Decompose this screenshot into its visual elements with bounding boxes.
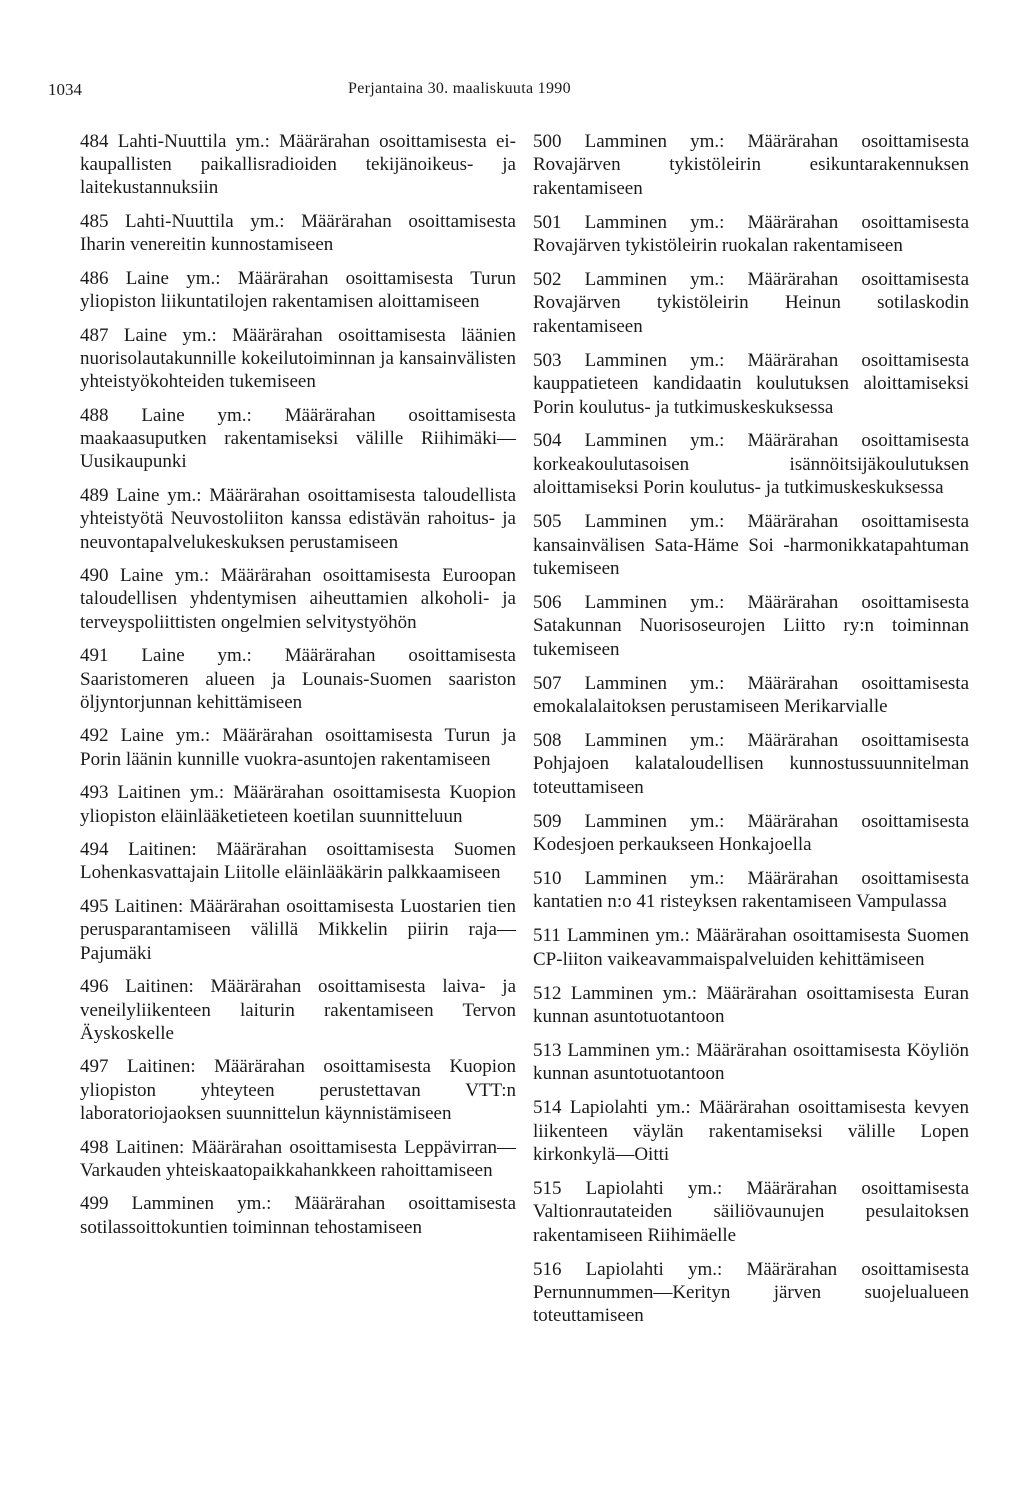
list-item: 514 Lapiolahti ym.: Määrärahan osoittamisesta kevyen liikenteen väylän rakentamiseksi välille Lopen kirkonkylä—Oitti xyxy=(533,1097,969,1166)
right-column xyxy=(533,130,969,1338)
list-item: 497 Laitinen: Määrärahan osoittamisesta Kuopion yliopiston yhteyteen perustettavan VTT:n laboratoriojaoksen suunnittelun käynnistämiseen xyxy=(80,1056,516,1124)
list-item: 508 Lamminen ym.: Määrärahan osoittamisesta Pohjajoen kalataloudellisen kunnostussuunnitelman toteuttamiseen xyxy=(533,729,969,798)
list-item: 510 Lamminen ym.: Määrärahan osoittamisesta kantatien n:o 41 risteyksen rakentamiseen Vampulassa xyxy=(533,867,969,913)
list-item: 489 Laine ym.: Määrärahan osoittamisesta taloudellista yhteistyötä Neuvostoliiton kanssa edistävän rahoitus- ja neuvontapalvelukeskuksen perustamiseen xyxy=(80,485,516,553)
list-item: 495 Laitinen: Määrärahan osoittamisesta Luostarien tien perusparantamiseen välillä Mikkelin piirin raja—Pajumäki xyxy=(80,896,516,964)
list-item: 506 Lamminen ym.: Määrärahan osoittamisesta Satakunnan Nuorisoseurojen Liitto ry:n toiminnan tukemiseen xyxy=(533,591,969,660)
list-item: 486 Laine ym.: Määrärahan osoittamisesta Turun yliopiston liikuntatilojen rakentamisen aloittamiseen xyxy=(80,268,516,313)
list-item: 499 Lamminen ym.: Määrärahan osoittamisesta sotilassoittokuntien toiminnan tehostamiseen xyxy=(80,1193,516,1238)
list-item: 492 Laine ym.: Määrärahan osoittamisesta Turun ja Porin läänin kunnille vuokra-asuntojen rakentamiseen xyxy=(80,725,516,770)
list-item: 491 Laine ym.: Määrärahan osoittamisesta Saaristomeren alueen ja Lounais-Suomen saariston öljyntorjunnan kehittämiseen xyxy=(80,645,516,713)
list-item: 503 Lamminen ym.: Määrärahan osoittamisesta kauppatieteen kandidaatin koulutuksen aloittamiseksi Porin koulutus- ja tutkimuskeskuksessa xyxy=(533,349,969,418)
list-item: 500 Lamminen ym.: Määrärahan osoittamisesta Rovajärven tykistöleirin esikuntarakennuksen rakentamiseen xyxy=(533,131,969,199)
list-item: 487 Laine ym.: Määrärahan osoittamisesta läänien nuorisolautakunnille kokeilutoiminnan ja kansainvälisten yhteistyökohteiden tukemiseen xyxy=(80,324,516,393)
list-item: 485 Lahti-Nuuttila ym.: Määrärahan osoittamisesta Iharin venereitin kunnostamiseen xyxy=(80,211,516,256)
list-item: 513 Lamminen ym.: Määrärahan osoittamisesta Köyliön kunnan asuntotuotantoon xyxy=(533,1039,969,1085)
list-item: 496 Laitinen: Määrärahan osoittamisesta laiva- ja veneilyliikenteen laiturin rakentamiseen Tervon Äyskoskelle xyxy=(80,976,516,1044)
list-item: 509 Lamminen ym.: Määrärahan osoittamisesta Kodesjoen perkaukseen Honkajoella xyxy=(533,810,969,856)
list-item: 516 Lapiolahti ym.: Määrärahan osoittamisesta Pernunnummen—Kerityn järven suojelualueen toteuttamiseen xyxy=(533,1258,969,1327)
list-item: 512 Lamminen ym.: Määrärahan osoittamisesta Euran kunnan asuntotuotantoon xyxy=(533,982,969,1027)
list-item: 502 Lamminen ym.: Määrärahan osoittamisesta Rovajärven tykistöleirin Heinun sotilaskodin rakentamiseen xyxy=(533,269,969,337)
left-column xyxy=(80,130,516,1249)
list-item: 490 Laine ym.: Määrärahan osoittamisesta Euroopan taloudellisen yhdentymisen aiheuttamien alkoholi- ja terveyspoliittisten ongelmien selvitystyöhön xyxy=(80,565,516,633)
list-item: 501 Lamminen ym.: Määrärahan osoittamisesta Rovajärven tykistöleirin ruokalan rakentamiseen xyxy=(533,211,969,257)
list-item: 511 Lamminen ym.: Määrärahan osoittamisesta Suomen CP-liiton vaikeavammaispalveluiden kehittämiseen xyxy=(533,925,969,970)
list-item: 494 Laitinen: Määrärahan osoittamisesta Suomen Lohenkasvattajain Liitolle eläinlääkärin palkkaamiseen xyxy=(80,839,516,884)
running-title: Perjantaina 30. maaliskuuta 1990 xyxy=(348,80,571,97)
list-item: 505 Lamminen ym.: Määrärahan osoittamisesta kansainvälisen Sata-Häme Soi -harmonikkatapahtuman tukemiseen xyxy=(533,511,969,579)
list-item: 507 Lamminen ym.: Määrärahan osoittamisesta emokalalaitoksen perustamiseen Merikarvialle xyxy=(533,672,969,718)
list-item: 484 Lahti-Nuuttila ym.: Määrärahan osoittamisesta ei-kaupallisten paikallisradioiden tekijänoikeus- ja laitekustannuksiin xyxy=(80,131,516,199)
list-item: 488 Laine ym.: Määrärahan osoittamisesta maakaasuputken rakentamiseksi välille Riihimäki—Uusikaupunki xyxy=(80,405,516,473)
list-item: 493 Laitinen ym.: Määrärahan osoittamisesta Kuopion yliopiston eläinlääketieteen koetilan suunnitteluun xyxy=(80,782,516,827)
list-item: 504 Lamminen ym.: Määrärahan osoittamisesta korkeakoulutasoisen isännöitsijäkoulutuksen aloittamiseksi Porin koulutus- ja tutkimuskeskuksessa xyxy=(533,430,969,499)
list-item: 498 Laitinen: Määrärahan osoittamisesta Leppävirran—Varkauden yhteiskaatopaikkahankkeen rahoittamiseen xyxy=(80,1136,516,1181)
page-number: 1034 xyxy=(48,80,82,99)
list-item: 515 Lapiolahti ym.: Määrärahan osoittamisesta Valtionrautateiden säiliövaunujen pesulaitoksen rakentamiseen Riihimäelle xyxy=(533,1177,969,1246)
page-header xyxy=(48,80,988,104)
